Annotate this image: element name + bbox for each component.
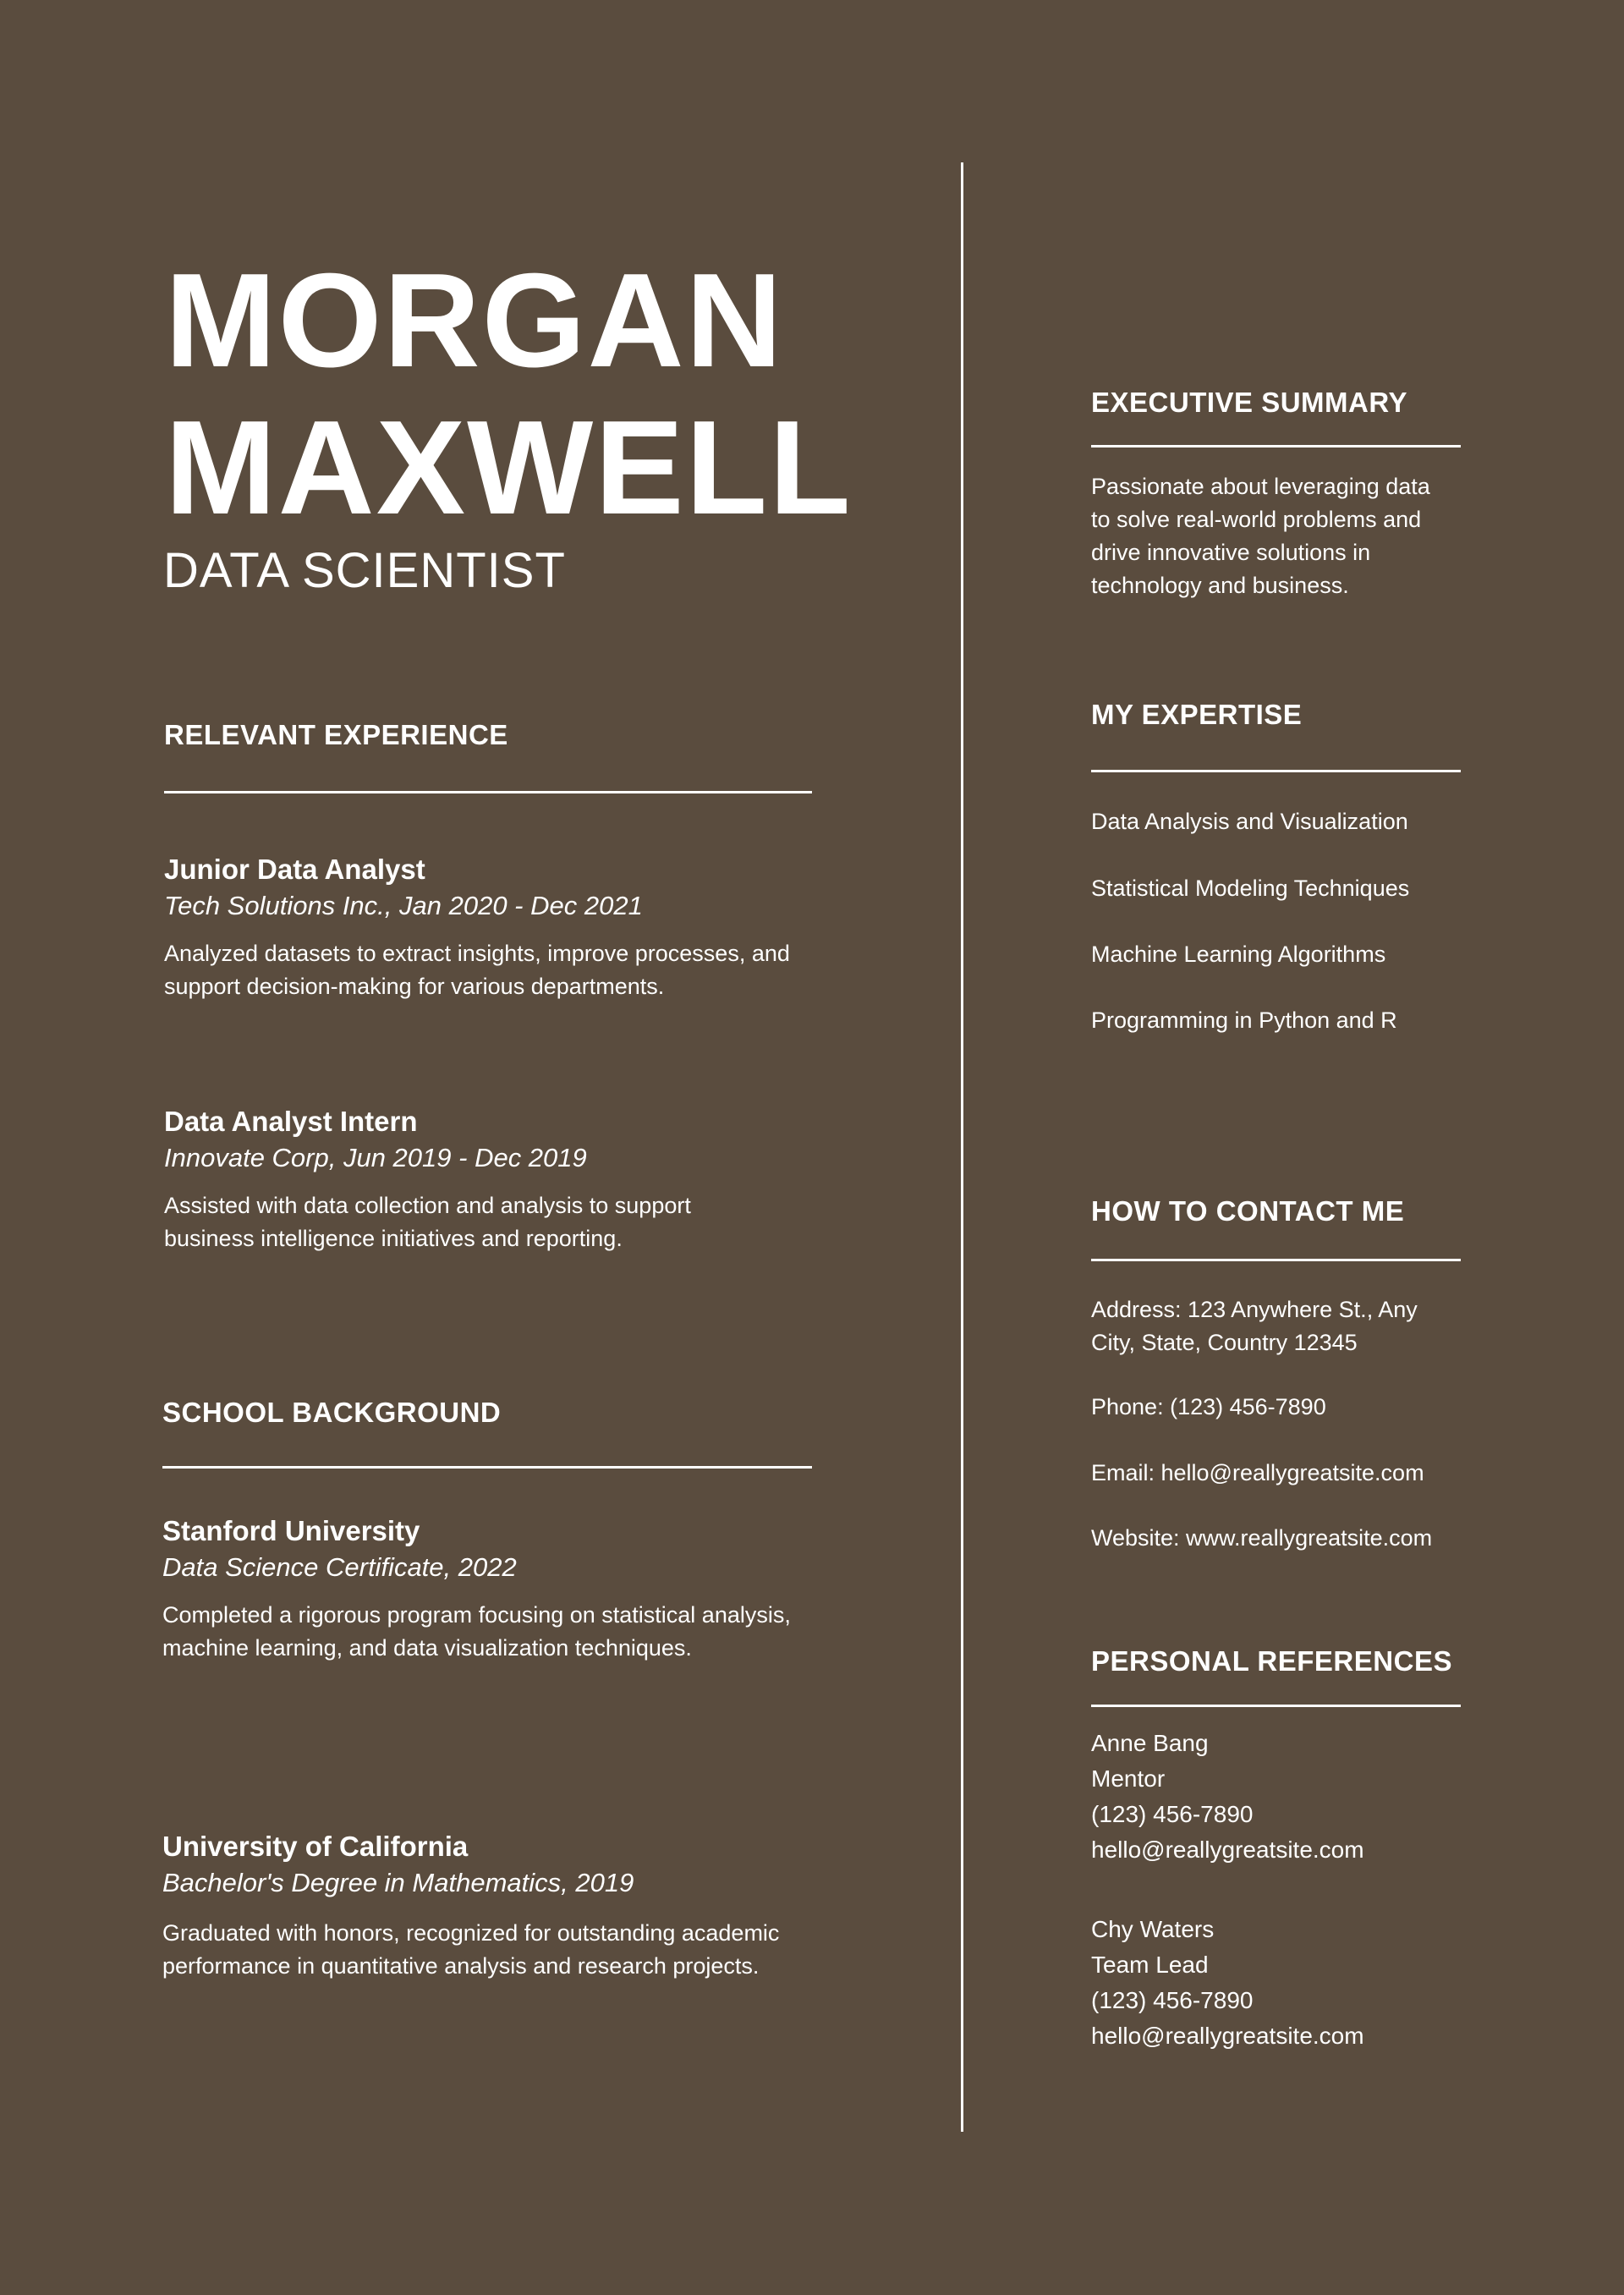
education-divider [162,1466,812,1469]
column-divider [961,162,963,2132]
references-divider [1091,1705,1461,1707]
reference-entry [1091,1912,1364,2054]
expertise-divider [1091,770,1461,772]
experience-item-title: Junior Data Analyst [164,854,425,885]
experience-item-description: Assisted with data collection and analysis to support business intelligence initiatives and reporting. [164,1193,691,1251]
experience-divider [164,791,812,793]
contact-heading: HOW TO CONTACT ME [1091,1195,1405,1227]
summary-text: Passionate about leveraging data to solve real-world problems and drive innovative solutions in technology and business. [1091,474,1430,598]
expertise-item: Data Analysis and Visualization [1091,809,1408,834]
education-item-subtitle: Bachelor's Degree in Mathematics, 2019 [162,1868,634,1897]
expertise-item: Machine Learning Algorithms [1091,942,1386,967]
reference-phone: (123) 456-7890 [1091,1801,1254,1827]
expertise-heading: MY EXPERTISE [1091,699,1303,730]
contact-address: Address: 123 Anywhere St., Any City, State, Country 12345 [1091,1297,1418,1355]
summary-heading: EXECUTIVE SUMMARY [1091,387,1407,418]
summary-divider [1091,445,1461,447]
experience-heading: RELEVANT EXPERIENCE [164,719,508,750]
experience-item-subtitle: Innovate Corp, Jun 2019 - Dec 2019 [164,1143,587,1172]
experience-item-subtitle: Tech Solutions Inc., Jan 2020 - Dec 2021 [164,891,643,920]
education-item-title: Stanford University [162,1515,420,1546]
experience-item-description: Analyzed datasets to extract insights, improve processes, and support decision-making for various departments. [164,941,790,999]
expertise-item: Statistical Modeling Techniques [1091,876,1410,901]
education-item-description: Graduated with honors, recognized for outstanding academic performance in quantitative analysis and research projects. [162,1920,780,1979]
reference-phone: (123) 456-7890 [1091,1987,1254,2013]
education-item-description: Completed a rigorous program focusing on statistical analysis, machine learning, and data visualization techniques. [162,1602,791,1661]
last-name: MAXWELL [165,393,853,542]
expertise-item: Programming in Python and R [1091,1007,1397,1033]
references-heading: PERSONAL REFERENCES [1091,1645,1452,1677]
reference-name: Chy Waters [1091,1916,1215,1942]
reference-email: hello@reallygreatsite.com [1091,2023,1364,2049]
reference-role: Team Lead [1091,1952,1209,1978]
education-item-title: University of California [162,1831,469,1862]
reference-entry [1091,1726,1364,1868]
education-heading: SCHOOL BACKGROUND [162,1397,502,1428]
experience-item-title: Data Analyst Intern [164,1106,418,1137]
reference-email: hello@reallygreatsite.com [1091,1837,1364,1863]
reference-name: Anne Bang [1091,1730,1209,1756]
contact-phone: Phone: (123) 456-7890 [1091,1394,1326,1419]
reference-role: Mentor [1091,1765,1166,1792]
contact-website: Website: www.reallygreatsite.com [1091,1525,1433,1551]
contact-divider [1091,1259,1461,1261]
education-item-subtitle: Data Science Certificate, 2022 [162,1552,517,1582]
first-name: MORGAN [165,246,784,395]
contact-email: Email: hello@reallygreatsite.com [1091,1460,1424,1485]
job-title: DATA SCIENTIST [163,543,566,598]
